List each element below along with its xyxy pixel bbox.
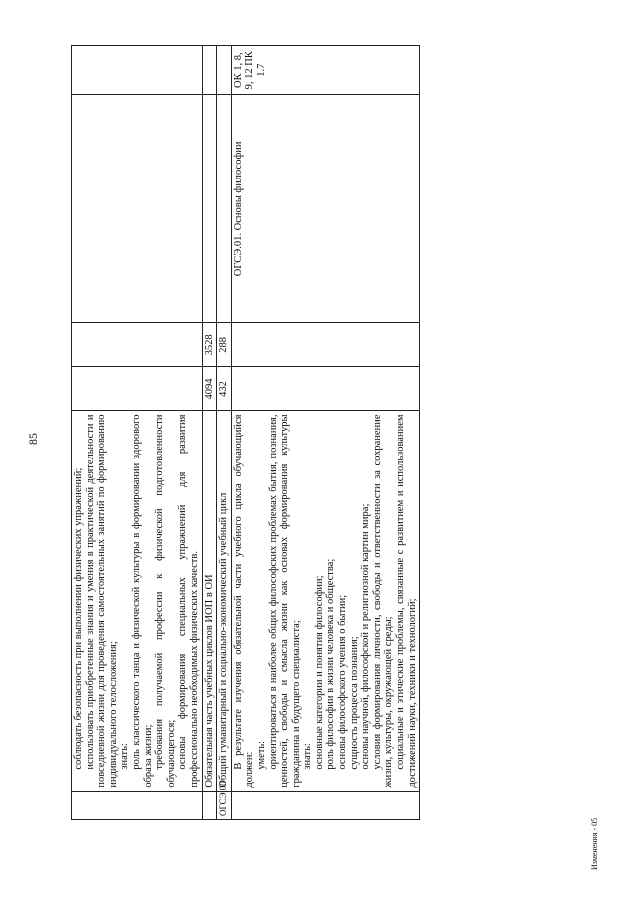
table-row xyxy=(217,46,232,820)
cycle-title: Общий гуманитарный и социально-экономический учебный цикл xyxy=(217,411,232,791)
discipline-name: ОГСЭ.01. Основы философии xyxy=(231,95,420,323)
req-line: уметь: xyxy=(255,740,267,770)
req-line: основы формирования специальных упражнений для развития профессионально необходимых физических качеств. xyxy=(177,414,200,788)
cycle-code: ОГСЭ.00 xyxy=(217,791,232,819)
req-line: основы научной, философской и религиозной картин мира; xyxy=(360,503,372,770)
total-hours: 432 xyxy=(217,367,232,411)
requirements-cell xyxy=(72,411,203,791)
req-line: соблюдать безопасность при выполнении физических упражнений; xyxy=(73,467,84,770)
req-line: социальные и этические проблемы, связанные с развитием и использованием достижений науки, техники и технологий; xyxy=(395,414,418,788)
req-line: требования получаемой профессии к физической подготовленности обучающегося; xyxy=(154,414,177,788)
curriculum-table xyxy=(71,45,420,820)
code-cell xyxy=(72,791,203,819)
req-line: основные категории и понятия философии; xyxy=(313,575,325,770)
table-row xyxy=(231,46,420,820)
section-title: Обязательная часть учебных циклов ИОП в ОИ xyxy=(202,411,217,791)
competency-cell xyxy=(72,46,203,95)
req-line: сущность процесса познания; xyxy=(348,636,360,770)
revision-footer: Изменения - 05 xyxy=(590,817,599,870)
oblig-hours-cell xyxy=(72,323,203,367)
total-hours-cell xyxy=(72,367,203,411)
table-row xyxy=(72,46,203,820)
competency-codes: ОК 1, 8, 9, 12 ПК 1.7 xyxy=(231,46,420,95)
requirements-cell xyxy=(231,411,420,791)
curriculum-table-rotated xyxy=(71,45,418,820)
req-line: использовать приобретенные знания и умения в практической деятельности и повседневной жизни для проведения самостоятельных занятий по формированию индивидуального телосложения; xyxy=(84,414,119,788)
table-row xyxy=(202,46,217,820)
discipline-cell xyxy=(72,95,203,323)
req-line: ориентироваться в наиболее общих философских проблемах бытия, познания, ценностей, свободы и смысла жизни как основах формирования культуры гражданина и будущего специалиста; xyxy=(267,414,302,788)
req-line: знать: xyxy=(302,743,314,770)
oblig-hours: 3528 xyxy=(202,323,217,367)
req-line: роль классического танца и физической культуры в формировании здорового образа жизни; xyxy=(130,414,154,788)
req-line: условия формирования личности, свободы и ответственности за сохранение жизни, культуры, окружающей среды; xyxy=(371,414,395,788)
total-hours: 4094 xyxy=(202,367,217,411)
req-line: основы философского учения о бытии; xyxy=(337,594,349,770)
req-line: роль философии в жизни человека и общества; xyxy=(325,558,337,770)
req-line: знать: xyxy=(119,743,131,770)
req-line: В результате изучения обязательной части учебного цикла обучающийся должен: xyxy=(232,414,256,788)
page-number: 85 xyxy=(26,433,40,445)
oblig-hours: 288 xyxy=(217,323,232,367)
